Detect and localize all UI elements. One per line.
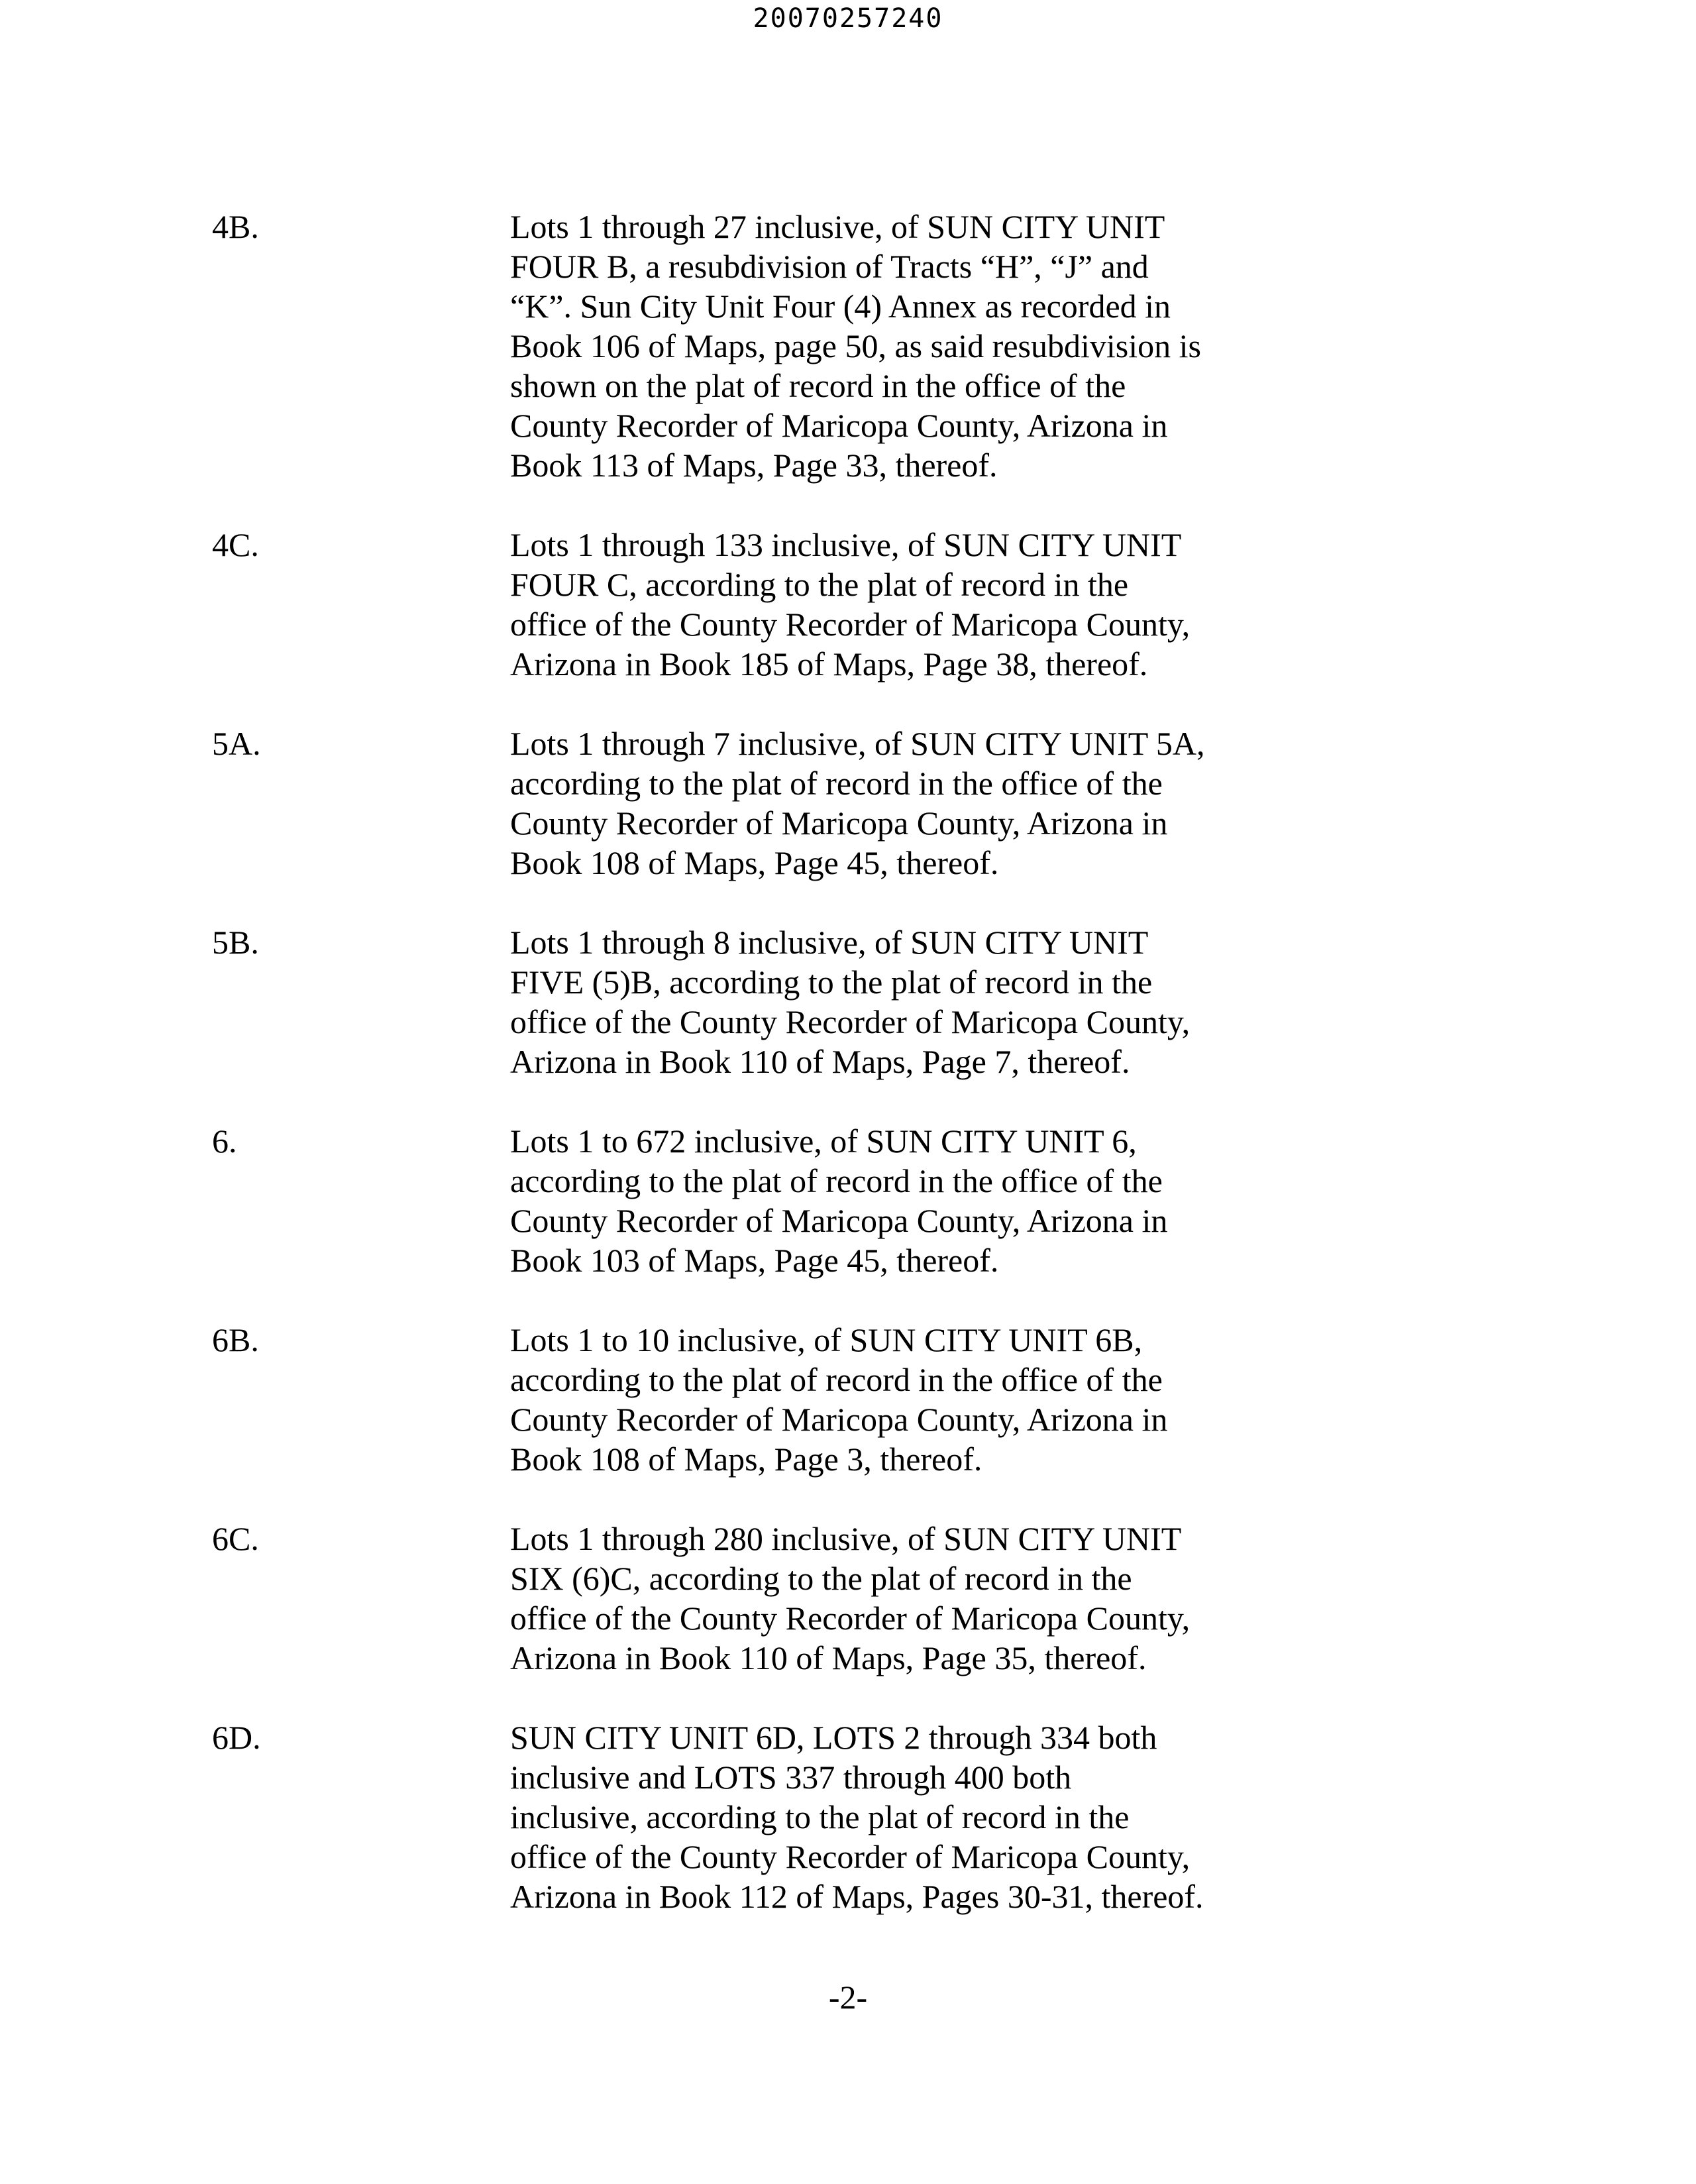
entry-label: 6. (212, 1122, 237, 1160)
entry-line: Book 106 of Maps, page 50, as said resubdivision is (510, 327, 1201, 364)
entry-line: SIX (6)C, according to the plat of record in the (510, 1560, 1132, 1597)
entry-line: County Recorder of Maricopa County, Arizona in (510, 804, 1168, 842)
entry-label: 4B. (212, 208, 259, 245)
entry-line: Book 108 of Maps, Page 45, thereof. (510, 844, 999, 881)
entry-line: Book 103 of Maps, Page 45, thereof. (510, 1242, 999, 1279)
entry-line: FOUR C, according to the plat of record in the (510, 566, 1129, 603)
entry-text (510, 525, 1292, 684)
entry-line: Book 108 of Maps, Page 3, thereof. (510, 1441, 982, 1478)
entry-line: according to the plat of record in the office of the (510, 765, 1163, 802)
entry-6d (0, 1718, 1696, 1916)
entry-line: inclusive, according to the plat of record in the (510, 1798, 1130, 1835)
entry-line: according to the plat of record in the office of the (510, 1162, 1163, 1199)
entry-line: Book 113 of Maps, Page 33, thereof. (510, 447, 998, 484)
entry-line: “K”. Sun City Unit Four (4) Annex as recorded in (510, 288, 1171, 325)
entry-label: 5B. (212, 924, 259, 961)
entry-label: 6B. (212, 1321, 259, 1358)
entry-line: office of the County Recorder of Maricopa County, (510, 606, 1191, 643)
entry-line: Arizona in Book 112 of Maps, Pages 30-31, thereof. (510, 1878, 1204, 1915)
entry-line: FIVE (5)B, according to the plat of record in the (510, 963, 1153, 1001)
entry-line: office of the County Recorder of Maricopa County, (510, 1600, 1191, 1637)
entry-4c (0, 525, 1696, 684)
entry-text (510, 1718, 1292, 1916)
entry-label: 5A. (212, 725, 261, 762)
entry-line: shown on the plat of record in the office of the (510, 367, 1126, 404)
entry-line: according to the plat of record in the office of the (510, 1361, 1163, 1398)
page-number: -2- (828, 1979, 868, 2016)
entry-text (510, 1121, 1292, 1280)
entry-text (510, 1320, 1292, 1479)
entry-text (510, 724, 1292, 883)
entry-6 (0, 1121, 1696, 1280)
entry-line: County Recorder of Maricopa County, Arizona in (510, 1202, 1168, 1239)
entry-line: Lots 1 to 672 inclusive, of SUN CITY UNIT 6, (510, 1122, 1137, 1160)
document-number: 20070257240 (753, 3, 943, 34)
entry-6b (0, 1320, 1696, 1479)
entry-line: SUN CITY UNIT 6D, LOTS 2 through 334 both (510, 1719, 1157, 1756)
entry-line: FOUR B, a resubdivision of Tracts “H”, “J” and (510, 248, 1149, 285)
entry-line: Lots 1 through 7 inclusive, of SUN CITY UNIT 5A, (510, 725, 1205, 762)
entry-5b (0, 922, 1696, 1081)
entry-line: Lots 1 through 280 inclusive, of SUN CITY UNIT (510, 1520, 1182, 1557)
entry-label: 6D. (212, 1719, 261, 1756)
entry-label: 4C. (212, 526, 259, 563)
entry-line: County Recorder of Maricopa County, Arizona in (510, 1401, 1168, 1438)
legal-description-list (0, 207, 1696, 1956)
entry-line: office of the County Recorder of Maricopa County, (510, 1838, 1191, 1875)
entry-line: Lots 1 through 27 inclusive, of SUN CITY UNIT (510, 208, 1165, 245)
entry-label: 6C. (212, 1520, 259, 1557)
entry-line: Arizona in Book 110 of Maps, Page 35, thereof. (510, 1639, 1147, 1676)
entry-line: Arizona in Book 110 of Maps, Page 7, thereof. (510, 1043, 1130, 1080)
entry-4b (0, 207, 1696, 485)
entry-line: Lots 1 through 8 inclusive, of SUN CITY UNIT (510, 924, 1149, 961)
entry-text (510, 1519, 1292, 1678)
entry-6c (0, 1519, 1696, 1678)
entry-line: Arizona in Book 185 of Maps, Page 38, thereof. (510, 645, 1148, 682)
entry-line: Lots 1 through 133 inclusive, of SUN CITY UNIT (510, 526, 1182, 563)
entry-line: office of the County Recorder of Maricopa County, (510, 1003, 1191, 1040)
entry-line: Lots 1 to 10 inclusive, of SUN CITY UNIT 6B, (510, 1321, 1143, 1358)
entry-text (510, 207, 1292, 485)
entry-line: County Recorder of Maricopa County, Arizona in (510, 407, 1168, 444)
entry-line: inclusive and LOTS 337 through 400 both (510, 1759, 1072, 1796)
entry-text (510, 922, 1292, 1081)
entry-5a (0, 724, 1696, 883)
